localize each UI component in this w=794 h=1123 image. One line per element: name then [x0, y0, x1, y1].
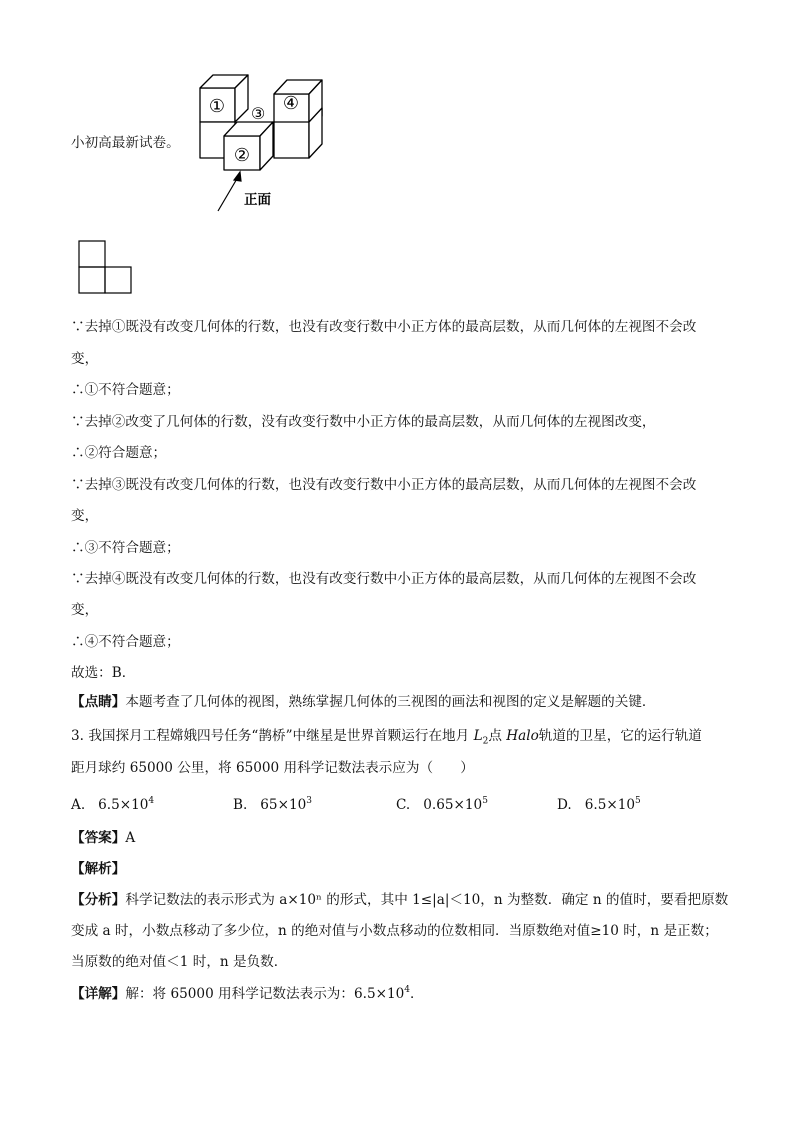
analysis-header: 【解析】 — [71, 861, 126, 877]
answer-tag: 【答案】 — [71, 830, 126, 846]
l2-subscript: 2 — [482, 736, 489, 747]
reasoning-line: ∴④不符合题意； — [71, 634, 180, 650]
question-text-b: 点 — [488, 728, 502, 744]
reasoning-line: ∵去掉③既没有改变几何体的行数，也没有改变行数中小正方体的最高层数，从而几何体的左视图不会改 — [71, 477, 697, 493]
reasoning-line: ∵去掉②改变了几何体的行数，没有改变行数中小正方体的最高层数，从而几何体的左视图改变， — [71, 414, 656, 430]
reasoning-line: 变， — [71, 351, 99, 367]
question-text-a: 我国探月工程嫦娥四号任务“鹊桥”中继星是世界首颗运行在地月 — [88, 728, 470, 744]
analysis-tag: 【分析】 — [71, 892, 126, 908]
reasoning-line: ∵去掉①既没有改变几何体的行数，也没有改变行数中小正方体的最高层数，从而几何体的左视图不会改 — [71, 319, 697, 335]
front-arrow — [218, 177, 238, 211]
question-line-1 — [71, 727, 702, 751]
question-number: 3. — [71, 728, 84, 744]
comment-paragraph — [71, 693, 656, 711]
cube-label-1: ① — [208, 96, 226, 117]
left-view-figure — [78, 240, 134, 296]
front-label: 正面 — [244, 192, 271, 208]
reasoning-line: ∴②符合题意； — [71, 445, 167, 461]
question-line-2: 距月球约 65000 公里，将 65000 用科学记数法表示应为（ ） — [71, 760, 474, 776]
reasoning-line: 变， — [71, 602, 99, 618]
question-text-c: 轨道的卫星，它的运行轨道 — [538, 728, 702, 744]
cube-label-4: ④ — [282, 93, 300, 114]
cube-label-3: ③ — [250, 104, 266, 123]
detail-line: 【详解】解：将 65000 用科学记数法表示为：$6.5\times 10^4$． — [71, 985, 424, 1002]
analysis-line-1: 【分析】科学记数法的表示形式为 a×10ⁿ 的形式，其中 1≤|a|＜10，n 为整数．确定 n 的值时，要看把原数 — [71, 892, 729, 908]
analysis-line-3: 当原数的绝对值＜1 时，n 是负数． — [71, 954, 288, 970]
option-a: A. $6.5\times 10^4$ — [71, 796, 155, 813]
comment-tag: 【点睛】 — [71, 694, 126, 710]
reasoning-line: 变， — [71, 508, 99, 524]
cube-label-2: ② — [233, 145, 251, 166]
detail-tag: 【详解】 — [71, 986, 126, 1002]
option-c: C. $0.65\times 10^5$ — [396, 796, 488, 813]
reasoning-line: ∴③不符合题意； — [71, 540, 180, 556]
comment-text: 本题考查了几何体的视图，熟练掌握几何体的三视图的画法和视图的定义是解题的关键． — [125, 694, 656, 710]
reasoning-line: ∴①不符合题意； — [71, 382, 180, 398]
halo-word: Halo — [506, 728, 539, 744]
top-note: 小初高最新试卷。 — [71, 135, 180, 151]
answer-value: A — [125, 830, 136, 846]
cube-figure — [196, 72, 328, 214]
analysis-line-2: 变成 a 时，小数点移动了多少位，n 的绝对值与小数点移动的位数相同．当原数绝对值≥10 时，n 是正数； — [71, 923, 718, 939]
reasoning-line: ∵去掉④既没有改变几何体的行数，也没有改变行数中小正方体的最高层数，从而几何体的左视图不会改 — [71, 571, 697, 587]
reasoning-line: 故选：B． — [71, 665, 136, 681]
l2-symbol: L — [473, 728, 483, 744]
option-b: B. $65\times 10^3$ — [233, 796, 313, 813]
answer-line — [71, 829, 135, 847]
option-d: D. $6.5\times 10^5$ — [557, 796, 641, 813]
